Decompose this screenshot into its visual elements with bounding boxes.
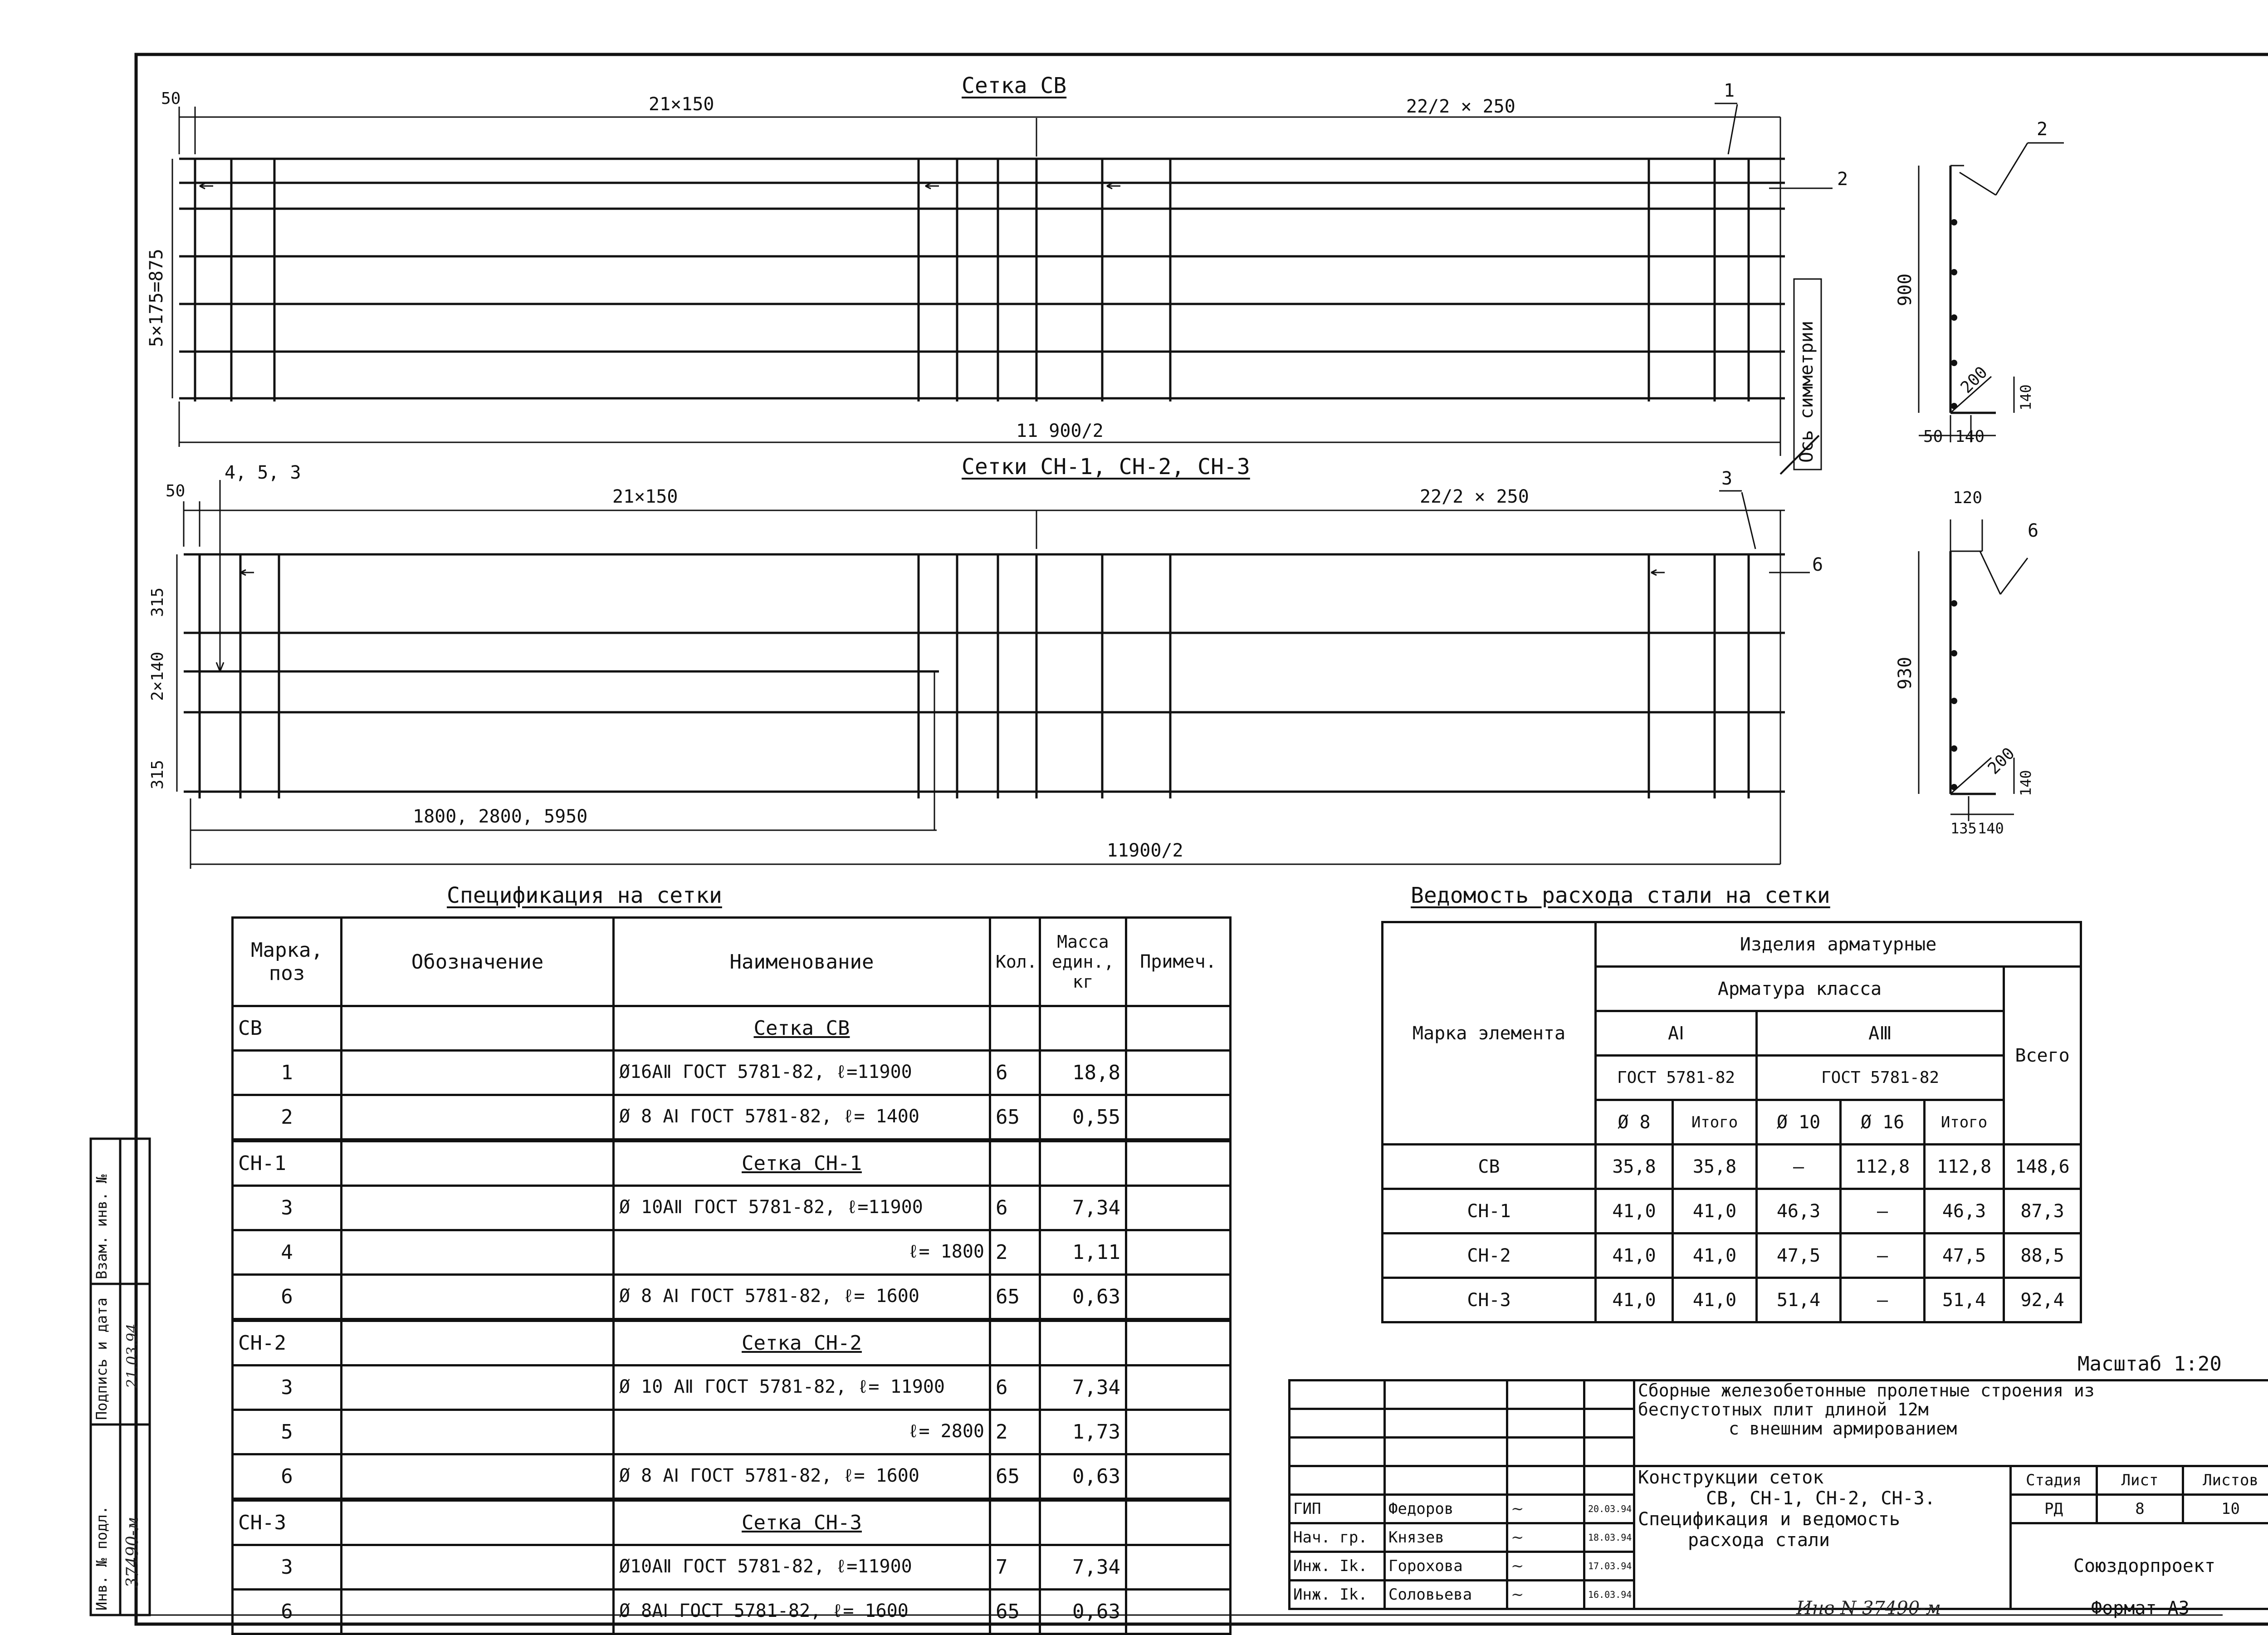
spec-cell-note [1126, 1186, 1231, 1230]
spec-cell-mark: 1 [233, 1051, 342, 1095]
tb-date: 16.03.94 [1584, 1581, 1634, 1609]
spec-row [233, 1006, 1231, 1051]
spec-cell-qty: 2 [990, 1410, 1040, 1454]
tb-date: 20.03.94 [1584, 1495, 1634, 1523]
spec-row [233, 1500, 1231, 1545]
spec-cell-note [1126, 1275, 1231, 1320]
side-vzam-label: Взам. инв. № [94, 1175, 109, 1279]
spec-cell-note [1126, 1545, 1231, 1590]
tb-role: Инж. Ik. [1290, 1581, 1385, 1609]
steel-cell-d10: 47,5 [1757, 1234, 1841, 1278]
spec-cell-designation [342, 1410, 614, 1454]
spec-cell-mass: 0,63 [1040, 1590, 1126, 1634]
section-ch-140: 140 [1978, 821, 2004, 836]
spec-cell-mass: 0,63 [1040, 1275, 1126, 1320]
spec-h-name: Наименование [614, 918, 990, 1006]
steel-cell-mark: СН-3 [1383, 1278, 1596, 1322]
steel-h-products: Изделия арматурные [1596, 922, 2081, 967]
tb-stage: РД [2011, 1495, 2097, 1523]
steel-row [1383, 1189, 2081, 1234]
spec-cell-qty [990, 1006, 1040, 1051]
steel-cell-mark: СН-2 [1383, 1234, 1596, 1278]
spec-cell-designation [342, 1590, 614, 1634]
steel-h-mark: Марка элемента [1383, 922, 1596, 1145]
section-cb-140v: 140 [2019, 384, 2033, 411]
steel-row [1383, 1145, 2081, 1189]
spec-cell-mass: 0,55 [1040, 1095, 1126, 1141]
spec-row [233, 1186, 1231, 1230]
spec-cell-mark: 3 [233, 1545, 342, 1590]
spec-cell-name: Ø 8АⅠ ГОСТ 5781-82, ℓ= 1600 [614, 1590, 990, 1634]
spec-cell-qty: 2 [990, 1230, 1040, 1275]
spec-h-mark: Марка, поз [233, 918, 342, 1006]
spec-cell-name: Сетка СН-1 [614, 1141, 990, 1186]
spec-row [233, 1320, 1231, 1366]
spec-cell-designation [342, 1500, 614, 1545]
steel-h-d8: Ø 8 [1596, 1100, 1673, 1145]
spec-cell-mark: СН-2 [233, 1320, 342, 1366]
spec-h-designation: Обозначение [342, 918, 614, 1006]
spec-cell-qty [990, 1141, 1040, 1186]
tb-signature: ~ [1507, 1523, 1584, 1552]
mesh-cb-dim-50: 50 [161, 91, 181, 107]
spec-cell-note [1126, 1500, 1231, 1545]
steel-h-itogo-1: Итого [1673, 1100, 1757, 1145]
steel-cell-total: 148,6 [2004, 1145, 2081, 1189]
spec-cell-name: Ø 8 АⅠ ГОСТ 5781-82, ℓ= 1400 [614, 1095, 990, 1141]
tb-stage-header: Стадия [2011, 1466, 2097, 1495]
spec-cell-note [1126, 1320, 1231, 1366]
spec-cell-name: Ø 8 АⅠ ГОСТ 5781-82, ℓ= 1600 [614, 1454, 990, 1500]
spec-cell-name: Сетка СН-3 [614, 1500, 990, 1545]
spec-row [233, 1051, 1231, 1095]
spec-cell-mass: 1,73 [1040, 1410, 1126, 1454]
steel-h-rebar-class: Арматура класса [1596, 967, 2004, 1011]
steel-cell-it2: 51,4 [1925, 1278, 2004, 1322]
tb-name: Соловьева [1385, 1581, 1507, 1609]
spec-h-note: Примеч. [1126, 918, 1231, 1006]
steel-h-itogo-2: Итого [1925, 1100, 2004, 1145]
steel-cell-it1: 41,0 [1673, 1189, 1757, 1234]
side-podpis-label: Подпись и дата [94, 1297, 109, 1420]
tb-date: 18.03.94 [1584, 1523, 1634, 1552]
steel-h-aiii: АⅢ [1757, 1011, 2004, 1056]
spec-cell-mark: 6 [233, 1275, 342, 1320]
spec-cell-mass [1040, 1141, 1126, 1186]
symmetry-axis-label: Ось симметрии [1798, 321, 1816, 463]
mesh-cb-dim-right: 22/2 × 250 [1406, 98, 1515, 116]
spec-cell-qty: 65 [990, 1095, 1040, 1141]
section-ch-drawing [1919, 519, 2028, 821]
mesh-cb-pos-2: 2 [1837, 170, 1848, 188]
tb-sheets-header: Листов [2183, 1466, 2268, 1495]
steel-h-d10: Ø 10 [1757, 1100, 1841, 1145]
section-ch-135: 135 [1950, 821, 1977, 836]
spec-cell-mark: 4 [233, 1230, 342, 1275]
steel-cell-d8: 35,8 [1596, 1145, 1673, 1189]
steel-h-gost-1: ГОСТ 5781-82 [1596, 1056, 1757, 1100]
spec-h-mass: Масса един., кг [1040, 918, 1126, 1006]
spec-cell-mass: 7,34 [1040, 1545, 1126, 1590]
side-inv-value: 37490-м [125, 1517, 141, 1588]
spec-table [231, 916, 1232, 1635]
spec-row [233, 1095, 1231, 1141]
steel-cell-it1: 41,0 [1673, 1278, 1757, 1322]
spec-cell-qty [990, 1320, 1040, 1366]
spec-cell-mass: 0,63 [1040, 1454, 1126, 1500]
section-ch-height: 930 [1896, 657, 1914, 690]
steel-cell-d8: 41,0 [1596, 1278, 1673, 1322]
steel-title: Ведомость расхода стали на сетки [1411, 885, 1830, 906]
steel-cell-it1: 41,0 [1673, 1234, 1757, 1278]
steel-table [1381, 921, 2082, 1323]
steel-cell-d16: — [1841, 1278, 1925, 1322]
spec-cell-designation [342, 1320, 614, 1366]
steel-h-total: Всего [2004, 967, 2081, 1145]
spec-cell-note [1126, 1366, 1231, 1410]
spec-row [233, 1275, 1231, 1320]
steel-cell-it2: 112,8 [1925, 1145, 2004, 1189]
tb-date: 17.03.94 [1584, 1552, 1634, 1581]
spec-cell-name: Ø 10АⅡ ГОСТ 5781-82, ℓ=11900 [614, 1186, 990, 1230]
section-cb-drawing [1919, 143, 2064, 442]
spec-cell-note [1126, 1410, 1231, 1454]
section-cb-50: 50 [1923, 429, 1943, 445]
spec-cell-mark: СВ [233, 1006, 342, 1051]
spec-cell-mass: 1,11 [1040, 1230, 1126, 1275]
mesh-ch-dim-lengths: 1800, 2800, 5950 [413, 808, 587, 826]
steel-cell-mark: СН-1 [1383, 1189, 1596, 1234]
spec-cell-designation [342, 1366, 614, 1410]
tb-organization: Союздорпроект [2011, 1523, 2268, 1609]
spec-cell-mark: 6 [233, 1590, 342, 1634]
spec-cell-name: Сетка СВ [614, 1006, 990, 1051]
mesh-ch-dim-left: 21×150 [612, 488, 678, 506]
steel-cell-mark: СВ [1383, 1145, 1596, 1189]
spec-cell-mass [1040, 1006, 1126, 1051]
spec-cell-name: Сетка СН-2 [614, 1320, 990, 1366]
tb-name: Федоров [1385, 1495, 1507, 1523]
tb-name: Горохова [1385, 1552, 1507, 1581]
spec-row [233, 1454, 1231, 1500]
spec-cell-mark: СН-1 [233, 1141, 342, 1186]
steel-cell-d16: — [1841, 1234, 1925, 1278]
tb-sheets: 10 [2183, 1495, 2268, 1523]
mesh-ch-dim-315-top: 315 [150, 587, 166, 617]
mesh-cb-dim-vert: 5×175=875 [147, 249, 166, 347]
inv-number-bottom: Инв N 37490-м [1796, 1599, 1941, 1617]
section-ch-140v: 140 [2019, 770, 2033, 796]
steel-cell-it2: 47,5 [1925, 1234, 2004, 1278]
spec-row [233, 1590, 1231, 1634]
steel-row [1383, 1278, 2081, 1322]
spec-cell-note [1126, 1095, 1231, 1141]
mesh-ch-dim-50: 50 [166, 483, 185, 499]
tb-drawing-title: Конструкции сеток СВ, СН-1, СН-2, СН-3. Спецификация и ведомость расхода стали [1634, 1466, 2011, 1609]
steel-cell-d16: — [1841, 1189, 1925, 1234]
spec-cell-note [1126, 1230, 1231, 1275]
spec-row [233, 1230, 1231, 1275]
mesh-ch-title: Сетки СН-1, СН-2, СН-3 [962, 456, 1250, 478]
side-date-value: 21.03.94 [125, 1324, 139, 1389]
steel-cell-it2: 46,3 [1925, 1189, 2004, 1234]
section-cb-140: 140 [1955, 429, 1984, 445]
spec-cell-note [1126, 1051, 1231, 1095]
spec-cell-name: Ø10АⅡ ГОСТ 5781-82, ℓ=11900 [614, 1545, 990, 1590]
tb-role: ГИП [1290, 1495, 1385, 1523]
steel-cell-d8: 41,0 [1596, 1234, 1673, 1278]
spec-cell-designation [342, 1141, 614, 1186]
spec-cell-mark: 3 [233, 1186, 342, 1230]
spec-row [233, 1141, 1231, 1186]
spec-cell-name: ℓ= 1800 [614, 1230, 990, 1275]
title-block [1288, 1379, 2268, 1610]
spec-title: Спецификация на сетки [447, 885, 722, 906]
steel-cell-total: 88,5 [2004, 1234, 2081, 1278]
spec-cell-note [1126, 1006, 1231, 1051]
spec-row [233, 1410, 1231, 1454]
mesh-cb-dim-left: 21×150 [649, 95, 714, 113]
steel-cell-it1: 35,8 [1673, 1145, 1757, 1189]
spec-cell-mark: 5 [233, 1410, 342, 1454]
tb-signature: ~ [1507, 1581, 1584, 1609]
section-ch-top: 120 [1953, 490, 1982, 506]
spec-cell-designation [342, 1454, 614, 1500]
steel-h-gost-2: ГОСТ 5781-82 [1757, 1056, 2004, 1100]
steel-cell-total: 87,3 [2004, 1189, 2081, 1234]
section-ch-pos: 6 [2028, 522, 2038, 540]
mesh-cb-drawing [172, 103, 1833, 456]
spec-cell-qty: 65 [990, 1454, 1040, 1500]
spec-cell-qty: 65 [990, 1590, 1040, 1634]
spec-cell-designation [342, 1006, 614, 1051]
section-cb-height: 900 [1896, 274, 1914, 306]
mesh-ch-dim-bottom: 11900/2 [1107, 842, 1183, 860]
spec-cell-mark: 3 [233, 1366, 342, 1410]
steel-cell-total: 92,4 [2004, 1278, 2081, 1322]
spec-row [233, 1366, 1231, 1410]
spec-cell-designation [342, 1230, 614, 1275]
mesh-ch-pos-453: 4, 5, 3 [225, 464, 301, 482]
mesh-cb-pos-1: 1 [1724, 82, 1735, 100]
steel-h-d16: Ø 16 [1841, 1100, 1925, 1145]
spec-cell-name: ℓ= 2800 [614, 1410, 990, 1454]
spec-cell-qty: 6 [990, 1051, 1040, 1095]
tb-project: Сборные железобетонные пролетные строения из беспустотных плит длиной 12м с внешним армированием [1634, 1380, 2268, 1466]
spec-cell-mass: 7,34 [1040, 1366, 1126, 1410]
spec-cell-mark: 2 [233, 1095, 342, 1141]
spec-cell-mass [1040, 1320, 1126, 1366]
mesh-cb-dim-bottom: 11 900/2 [1016, 422, 1104, 440]
mesh-ch-pos-3: 3 [1721, 470, 1732, 488]
spec-cell-mass: 7,34 [1040, 1186, 1126, 1230]
spec-cell-name: Ø 8 АⅠ ГОСТ 5781-82, ℓ= 1600 [614, 1275, 990, 1320]
spec-cell-designation [342, 1545, 614, 1590]
tb-signature: ~ [1507, 1552, 1584, 1581]
scale-label: Масштаб 1:20 [2077, 1354, 2222, 1374]
section-ch-200: 200 [1985, 745, 2018, 777]
spec-cell-designation [342, 1275, 614, 1320]
spec-cell-designation [342, 1095, 614, 1141]
tb-role: Инж. Ik. [1290, 1552, 1385, 1581]
side-inv-podl-label: Инв. № подл. [94, 1506, 109, 1611]
steel-cell-d10: 46,3 [1757, 1189, 1841, 1234]
steel-cell-d10: — [1757, 1145, 1841, 1189]
spec-cell-name: Ø 10 АⅡ ГОСТ 5781-82, ℓ= 11900 [614, 1366, 990, 1410]
spec-cell-designation [342, 1186, 614, 1230]
mesh-cb-title: Сетка СВ [962, 75, 1066, 97]
mesh-ch-dim-315-bot: 315 [150, 760, 166, 789]
tb-name: Князев [1385, 1523, 1507, 1552]
spec-cell-qty [990, 1500, 1040, 1545]
spec-row [233, 1545, 1231, 1590]
mesh-ch-dim-right: 22/2 × 250 [1420, 488, 1529, 506]
steel-cell-d16: 112,8 [1841, 1145, 1925, 1189]
spec-cell-mass: 18,8 [1040, 1051, 1126, 1095]
spec-cell-note [1126, 1141, 1231, 1186]
spec-cell-note [1126, 1454, 1231, 1500]
spec-cell-qty: 6 [990, 1366, 1040, 1410]
spec-cell-note [1126, 1590, 1231, 1634]
spec-cell-mass [1040, 1500, 1126, 1545]
spec-cell-qty: 7 [990, 1545, 1040, 1590]
spec-cell-mark: 6 [233, 1454, 342, 1500]
steel-row [1383, 1234, 2081, 1278]
steel-h-ai: АⅠ [1596, 1011, 1757, 1056]
spec-cell-designation [342, 1051, 614, 1095]
spec-h-qty: Кол. [990, 918, 1040, 1006]
steel-cell-d8: 41,0 [1596, 1189, 1673, 1234]
tb-role: Нач. гр. [1290, 1523, 1385, 1552]
tb-sheet: 8 [2097, 1495, 2183, 1523]
spec-cell-qty: 6 [990, 1186, 1040, 1230]
mesh-ch-dim-2x140: 2×140 [150, 652, 166, 701]
mesh-ch-pos-6: 6 [1812, 556, 1823, 574]
steel-cell-d10: 51,4 [1757, 1278, 1841, 1322]
section-cb-pos: 2 [2037, 120, 2048, 138]
spec-cell-qty: 65 [990, 1275, 1040, 1320]
format-label: Формат А3 [2091, 1599, 2190, 1617]
spec-cell-mark: СН-3 [233, 1500, 342, 1545]
tb-sheet-header: Лист [2097, 1466, 2183, 1495]
section-cb-200: 200 [1958, 364, 1990, 396]
spec-cell-name: Ø16АⅡ ГОСТ 5781-82, ℓ=11900 [614, 1051, 990, 1095]
tb-signature: ~ [1507, 1495, 1584, 1523]
